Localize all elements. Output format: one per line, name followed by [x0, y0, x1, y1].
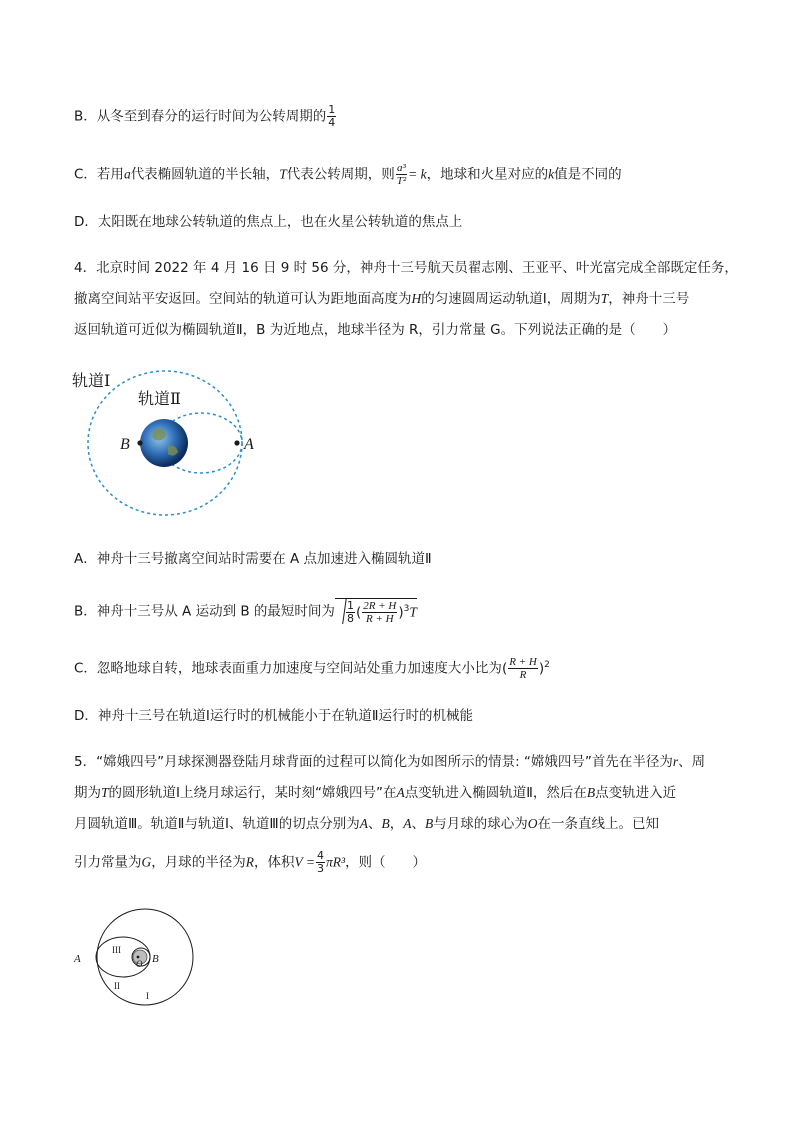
q3-option-b-text: B．从冬至到春分的运行时间为公转周期的: [74, 108, 327, 125]
text: C．若用: [74, 166, 124, 183]
text: ，体积: [254, 854, 295, 871]
var-a: a: [123, 166, 131, 182]
q5-stem-line3: [74, 814, 659, 834]
text: 、: [368, 816, 382, 832]
q5-stem-line2: [74, 783, 676, 803]
var-H: H: [411, 291, 422, 306]
q4-stem-line1: 4．北京时间 2022 年 4 月 16 日 9 时 56 分，神舟十三号航天员翟志刚、王亚平、叶光富完成全部既定任务，: [74, 260, 738, 276]
var-O: O: [527, 816, 538, 831]
var-A: A: [359, 816, 368, 831]
text: 在一条直线上。已知: [537, 816, 659, 832]
frac-num: 2R + H: [363, 600, 397, 612]
q3-option-c: [74, 162, 622, 187]
label-iii: III: [112, 945, 121, 955]
text: 代表椭圆轨道的半长轴，: [130, 166, 280, 183]
var-T: T: [101, 785, 109, 800]
label-b: B: [152, 953, 159, 965]
fraction: [396, 162, 407, 187]
text: 点变轨进入近: [595, 785, 677, 801]
label-orbit-1: 轨道Ⅰ: [72, 371, 111, 390]
fraction: [346, 600, 355, 625]
var-G: G: [141, 854, 152, 870]
fraction: [327, 104, 336, 129]
text: 值是不同的: [554, 166, 622, 183]
q5-stem-line1: [74, 752, 705, 772]
q3-option-b: [74, 104, 337, 129]
text: ，: [389, 816, 404, 832]
label-orbit-2: 轨道Ⅱ: [138, 389, 181, 408]
var-R: R: [245, 854, 254, 870]
text: B．神舟十三号从 A 运动到 B 的最短时间为: [74, 603, 335, 620]
text: 的匀速圆周运动轨道Ⅰ，周期为: [421, 291, 601, 307]
text: ，则（ ）: [345, 854, 427, 871]
expr: πR³: [326, 854, 346, 870]
text: 的圆形轨道Ⅰ上绕月球运行，某时刻“嫦娥四号”在: [108, 785, 397, 801]
q4-option-a: A．神舟十三号撤离空间站时需要在 A 点加速进入椭圆轨道Ⅱ: [74, 551, 432, 567]
var-T: T: [409, 604, 417, 620]
var-A: A: [396, 785, 405, 800]
text: ，神舟十三号: [608, 291, 690, 307]
q4-stem-line2: [74, 289, 689, 309]
frac-num: 1: [346, 599, 354, 612]
sqrt: $\frac{1}{8}$ ( $\frac{2R + H}{R + H}$ )$^3$T: [335, 598, 417, 625]
var-B: B: [381, 816, 390, 831]
q5-orbit-figure: [70, 905, 200, 1015]
fraction: [362, 600, 397, 625]
var-T: T: [600, 291, 609, 306]
var-B: B: [586, 785, 596, 800]
frac-den: R: [519, 669, 527, 681]
frac-den: T²: [396, 175, 407, 187]
q5-stem-line4: [74, 850, 426, 875]
q4-option-b: [74, 598, 417, 625]
label-ii: II: [114, 981, 120, 991]
label-a: A: [244, 436, 254, 453]
point-b: [137, 440, 142, 445]
frac-den: 3: [317, 862, 324, 875]
text: 与月球的球心为: [433, 816, 528, 832]
frac-den: R + H: [365, 613, 394, 625]
center-o-dot: [137, 956, 140, 959]
text: ，地球和火星对应的: [426, 166, 549, 183]
q4-stem-line3: 返回轨道可近似为椭圆轨道Ⅱ，B 为近地点，地球半径为 R，引力常量 G。下列说法正确的是（ ）: [74, 322, 677, 338]
label-b: B: [120, 436, 130, 453]
frac-den: 4: [328, 116, 336, 129]
text: 、: [411, 816, 425, 832]
q4-option-d: D．神舟十三号在轨道Ⅰ运行时的机械能小于在轨道Ⅱ运行时的机械能: [74, 708, 474, 724]
label-o: O: [136, 959, 143, 969]
equation: V =: [294, 854, 315, 870]
text: C．忽略地球自转，地球表面重力加速度与空间站处重力加速度大小比为: [74, 660, 502, 677]
q4-option-c: C．忽略地球自转，地球表面重力加速度与空间站处重力加速度大小比为( $\frac{R + H}{R}$ )$^2$: [74, 656, 550, 681]
equation: = k: [408, 166, 427, 182]
text: 撤离空间站平安返回。空间站的轨道可认为距地面高度为: [74, 291, 412, 307]
text: 月圆轨道Ⅲ。轨道Ⅱ与轨道Ⅰ、轨道Ⅲ的切点分别为: [74, 816, 360, 832]
q3-option-d: D．太阳既在地球公转轨道的焦点上，也在火星公转轨道的焦点上: [74, 214, 463, 230]
var-r: r: [672, 754, 679, 769]
q4-orbit-figure: [70, 366, 270, 526]
frac-den: 8: [346, 612, 354, 625]
fraction: [508, 656, 538, 681]
label-i: I: [146, 991, 149, 1001]
fraction: [316, 850, 325, 875]
frac-num: R + H: [509, 656, 537, 668]
text: 代表公转周期，则: [286, 166, 395, 183]
var-B: B: [425, 816, 434, 831]
text: 引力常量为: [74, 854, 142, 871]
frac-num: 1: [328, 103, 336, 116]
frac-num: 4: [317, 849, 324, 862]
var-T: T: [279, 166, 287, 182]
text: 、周: [678, 754, 706, 770]
point-a: [234, 440, 239, 445]
text: 5．“嫦娥四号”月球探测器登陆月球背面的过程可以简化为如图所示的情景: “嫦娥四号”首先在半径为: [74, 754, 673, 770]
text: 点变轨进入椭圆轨道Ⅱ，然后在: [404, 785, 587, 801]
label-a: A: [74, 953, 81, 965]
var-k: k: [548, 166, 555, 182]
frac-num: a³: [397, 162, 406, 174]
text: ，月球的半径为: [151, 854, 246, 871]
var-A: A: [403, 816, 412, 831]
power: 3: [403, 604, 410, 614]
power: 2: [544, 660, 550, 670]
earth: [140, 419, 188, 467]
text: 期为: [74, 785, 101, 801]
